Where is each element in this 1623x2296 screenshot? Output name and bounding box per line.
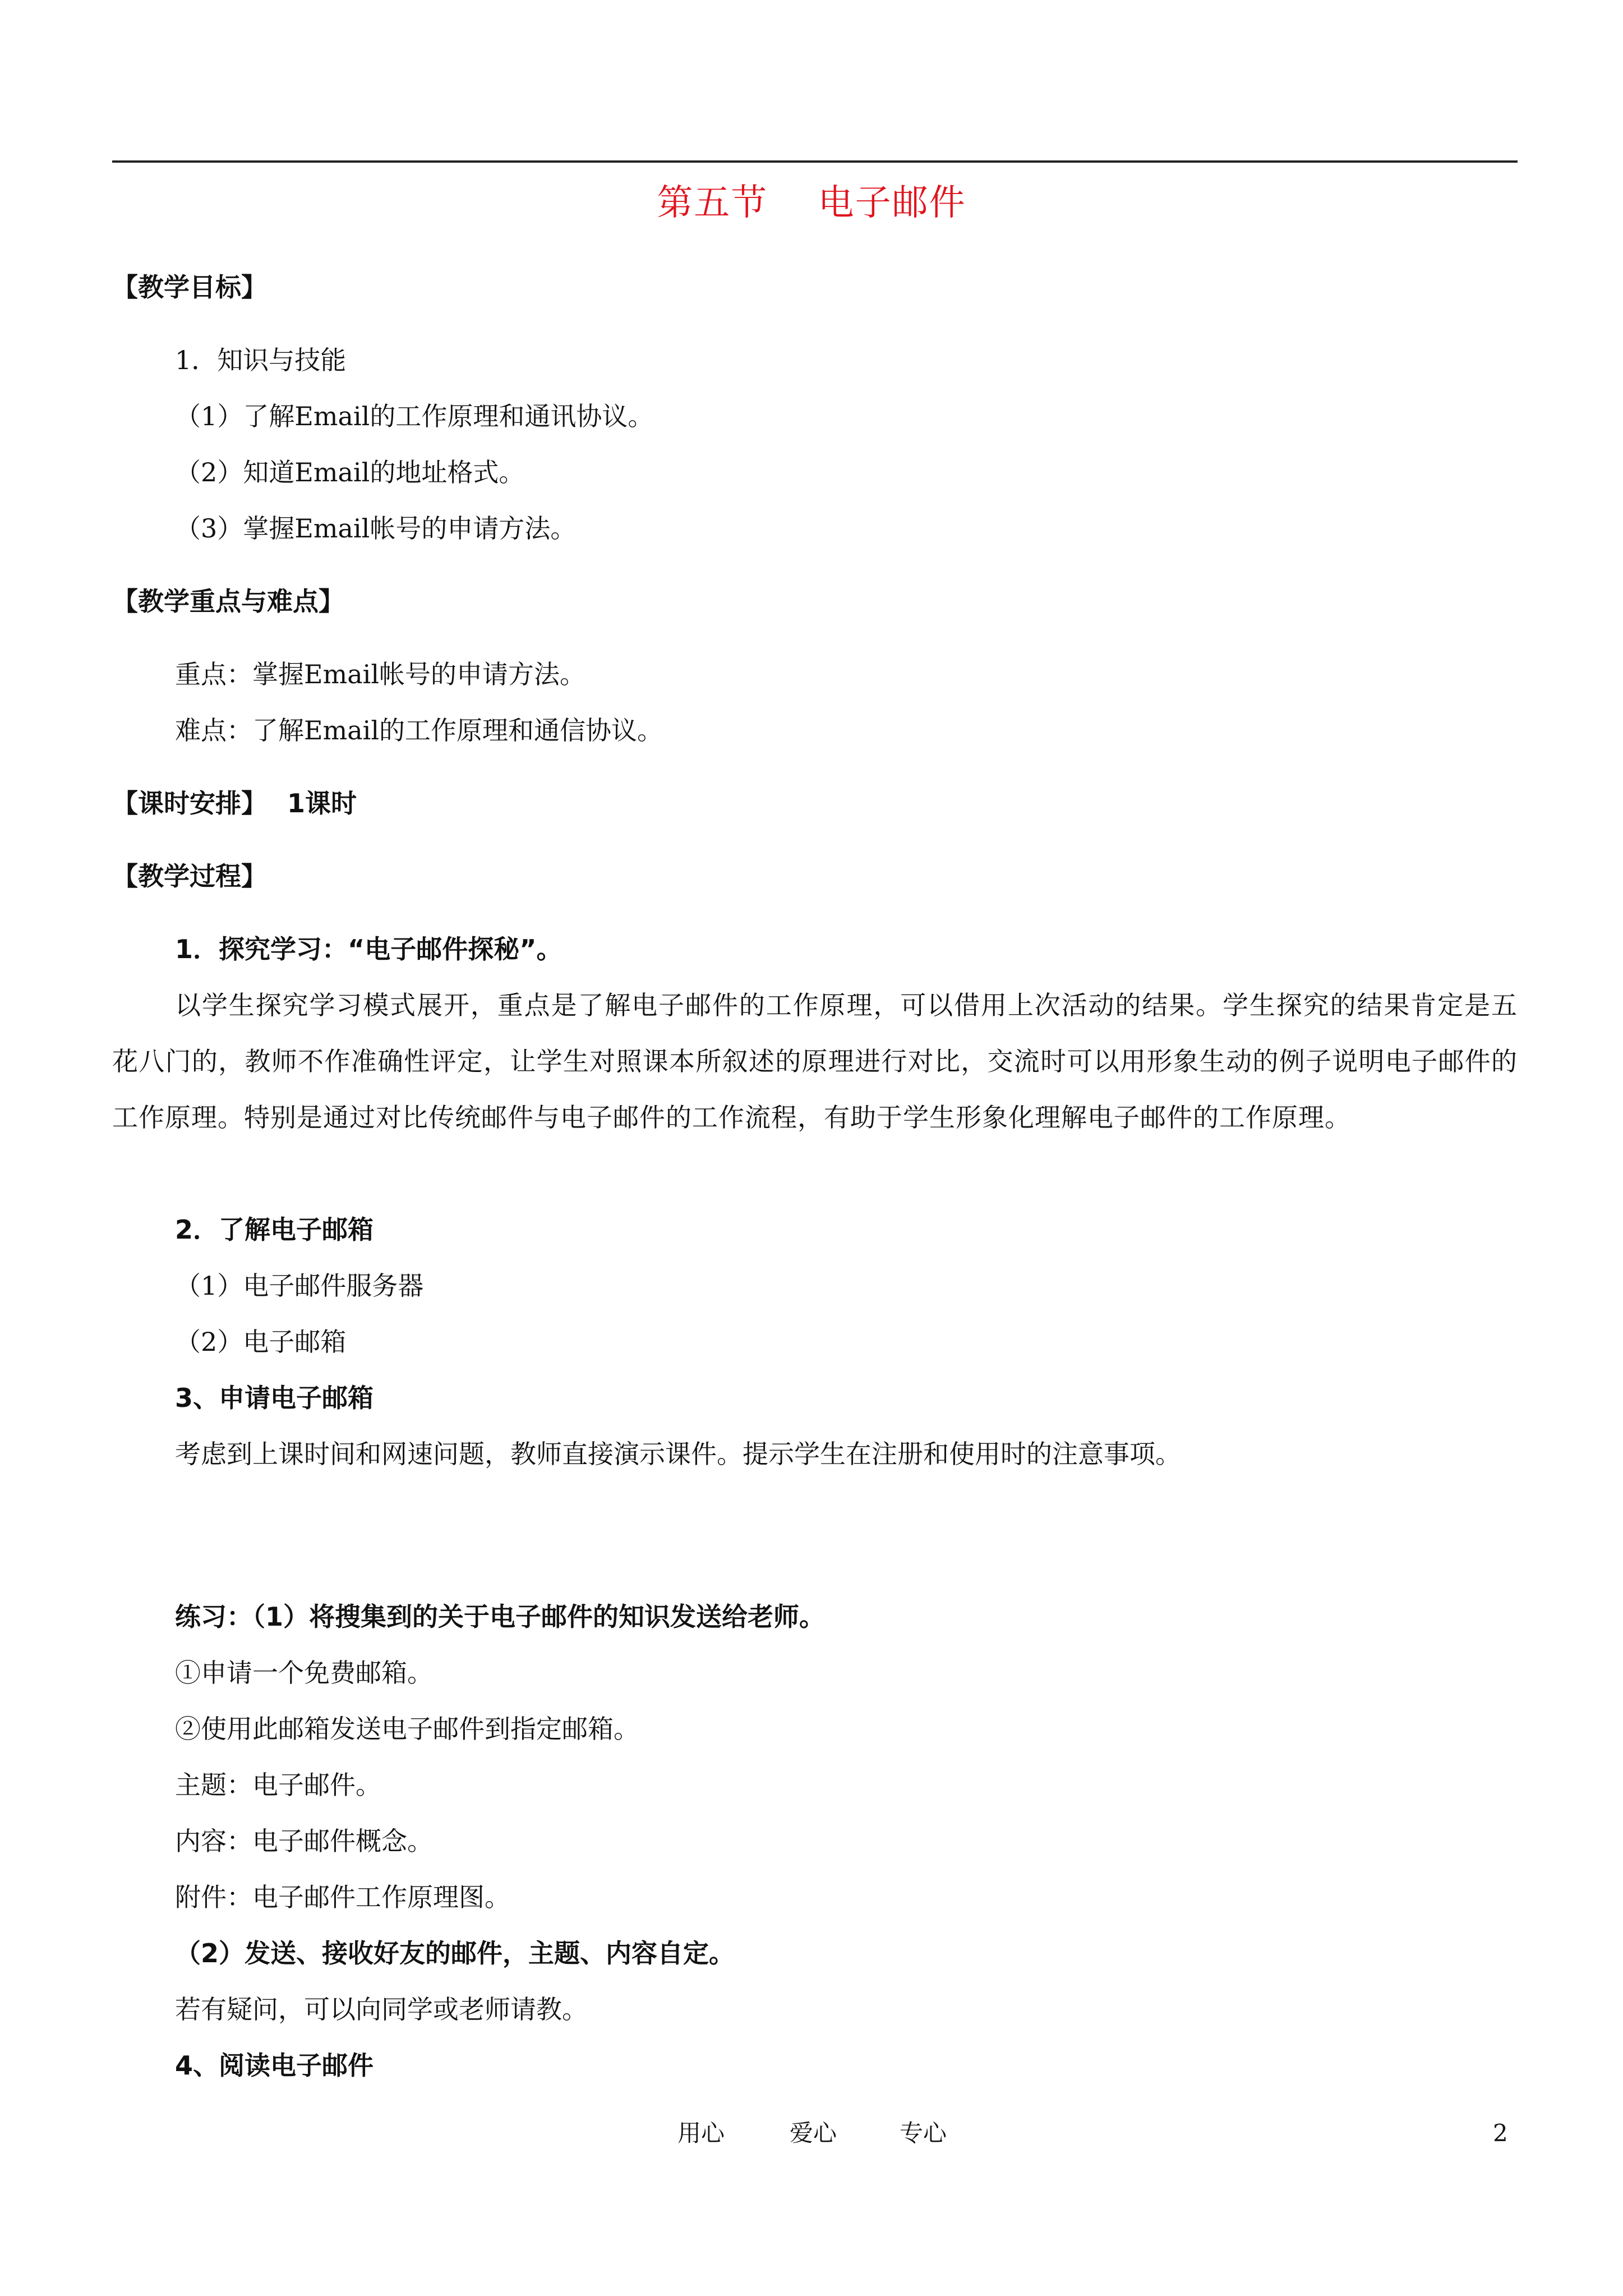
page-title: 第五节 电子邮件 xyxy=(657,182,966,224)
exercise-line: ①申请一个免费邮箱。 xyxy=(175,1658,433,1688)
schedule-label: 【课时安排】 xyxy=(112,788,267,818)
exercise-line: 内容：电子邮件概念。 xyxy=(175,1826,433,1856)
objective-item: （2）知道Email的地址格式。 xyxy=(175,457,525,487)
footer-motto-1: 用心 xyxy=(677,2119,725,2147)
keypoints-heading: 【教学重点与难点】 xyxy=(112,586,344,616)
exercise-line: ②使用此邮箱发送电子邮件到指定邮箱。 xyxy=(175,1714,639,1744)
exercise-line: 附件：电子邮件工作原理图。 xyxy=(175,1882,510,1912)
objectives-subheading: 1．知识与技能 xyxy=(175,345,347,375)
schedule-heading xyxy=(112,786,357,820)
difficulty-text: 难点：了解Email的工作原理和通信协议。 xyxy=(175,715,663,746)
footer-motto-3: 专心 xyxy=(900,2119,947,2147)
step1-heading: 1．探究学习：“电子邮件探秘”。 xyxy=(175,934,562,964)
objective-item: （1）了解Email的工作原理和通讯协议。 xyxy=(175,401,654,431)
keypoint-text: 重点：掌握Email帐号的申请方法。 xyxy=(175,659,586,689)
step2-item: （1）电子邮件服务器 xyxy=(175,1271,424,1301)
footer-motto-2: 爱心 xyxy=(790,2119,837,2147)
step2-item: （2）电子邮箱 xyxy=(175,1327,347,1357)
step4-heading: 4、阅读电子邮件 xyxy=(175,2050,374,2081)
exercise2-note: 若有疑问，可以向同学或老师请教。 xyxy=(175,1994,588,2024)
step3-heading: 3、申请电子邮箱 xyxy=(175,1383,374,1413)
step1-paragraph: 以学生探究学习模式展开，重点是了解电子邮件的工作原理，可以借用上次活动的结果。学生探究的结果肯定是五花八门的，教师不作准确性评定，让学生对照课本所叙述的原理进行对比，交流时可以用形象生动的例子说明电子邮件的工作原理。特别是通过对比传统邮件与电子邮件的工作流程，有助于学生形象化理解电子邮件的工作原理。 xyxy=(112,990,1518,1133)
objective-item: （3）掌握Email帐号的申请方法。 xyxy=(175,513,577,544)
exercise-line: 主题：电子邮件。 xyxy=(175,1770,381,1800)
process-heading: 【教学过程】 xyxy=(112,861,267,891)
page-number: 2 xyxy=(1493,2119,1508,2147)
header-rule xyxy=(112,160,1518,163)
step2-heading: 2．了解电子邮箱 xyxy=(175,1214,374,1245)
exercise-heading: 练习：（1）将搜集到的关于电子邮件的知识发送给老师。 xyxy=(175,1602,826,1632)
exercise2-heading: （2）发送、接收好友的邮件，主题、内容自定。 xyxy=(175,1938,735,1968)
schedule-value: 1课时 xyxy=(287,788,357,818)
objectives-heading: 【教学目标】 xyxy=(112,272,267,302)
step3-text: 考虑到上课时间和网速问题，教师直接演示课件。提示学生在注册和使用时的注意事项。 xyxy=(175,1439,1181,1469)
